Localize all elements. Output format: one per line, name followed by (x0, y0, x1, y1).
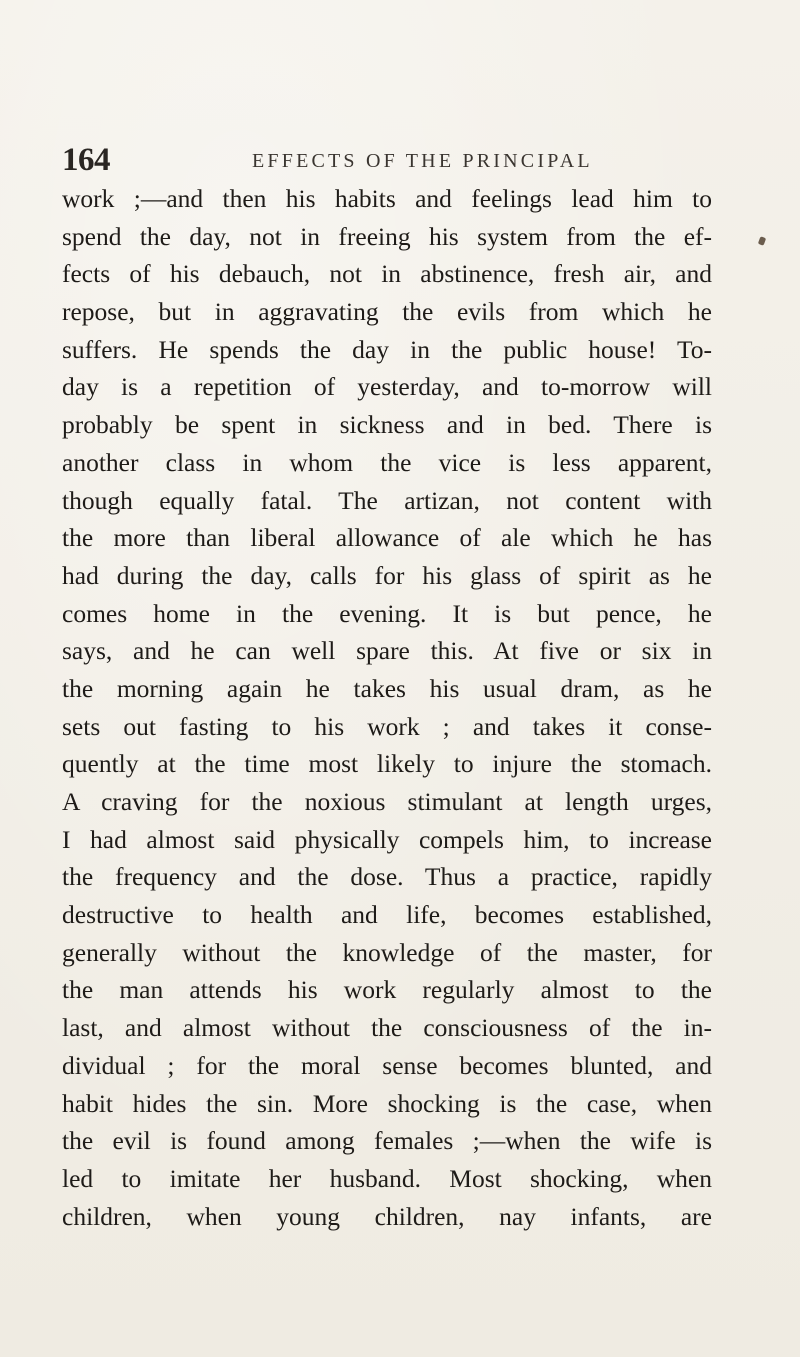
text-line: last, and almost without the consciousness of the in- (62, 1013, 712, 1043)
text-line: the more than liberal allowance of ale which he has (62, 523, 712, 553)
text-line: destructive to health and life, becomes established, (62, 900, 712, 930)
text-line: I had almost said physically compels him, to increase (62, 824, 712, 854)
text-line: sets out fasting to his work ; and takes it conse- (62, 711, 712, 741)
page-number: 164 (62, 142, 110, 178)
text-line: dividual ; for the moral sense becomes blunted, and (62, 1050, 712, 1080)
text-line: spend the day, not in freeing his system from the ef- (62, 221, 712, 251)
running-head: EFFECTS OF THE PRINCIPAL (252, 150, 593, 172)
text-line: the morning again he takes his usual dram, as he (62, 673, 712, 703)
text-line: fects of his debauch, not in abstinence, fresh air, and (62, 259, 712, 289)
text-line: though equally fatal. The artizan, not content with (62, 485, 712, 515)
text-line: probably be spent in sickness and in bed. There is (62, 410, 712, 440)
text-line: led to imitate her husband. Most shocking, when (62, 1163, 712, 1193)
text-line: repose, but in aggravating the evils from which he (62, 297, 712, 327)
page-header (62, 140, 702, 180)
text-line: suffers. He spends the day in the public house! To- (62, 334, 712, 364)
text-line: generally without the knowledge of the master, for (62, 937, 712, 967)
text-line: the man attends his work regularly almost to the (62, 975, 712, 1005)
text-line: the evil is found among females ;—when the wife is (62, 1126, 712, 1156)
text-line: day is a repetition of yesterday, and to-morrow will (62, 372, 712, 402)
text-line: work ;—and then his habits and feelings lead him to (62, 184, 712, 213)
body-text (62, 180, 712, 1235)
text-line: another class in whom the vice is less apparent, (62, 447, 712, 477)
text-line: says, and he can well spare this. At five or six in (62, 636, 712, 666)
text-line: A craving for the noxious stimulant at length urges, (62, 787, 712, 816)
text-line: habit hides the sin. More shocking is the case, when (62, 1088, 712, 1118)
margin-ink-mark (758, 236, 766, 246)
text-line: had during the day, calls for his glass of spirit as he (62, 560, 712, 590)
text-line: children, when young children, nay infants, are (62, 1201, 712, 1231)
text-line: quently at the time most likely to injure the stomach. (62, 749, 712, 779)
text-line: comes home in the evening. It is but pence, he (62, 598, 712, 628)
text-line: the frequency and the dose. Thus a practice, rapidly (62, 862, 712, 892)
